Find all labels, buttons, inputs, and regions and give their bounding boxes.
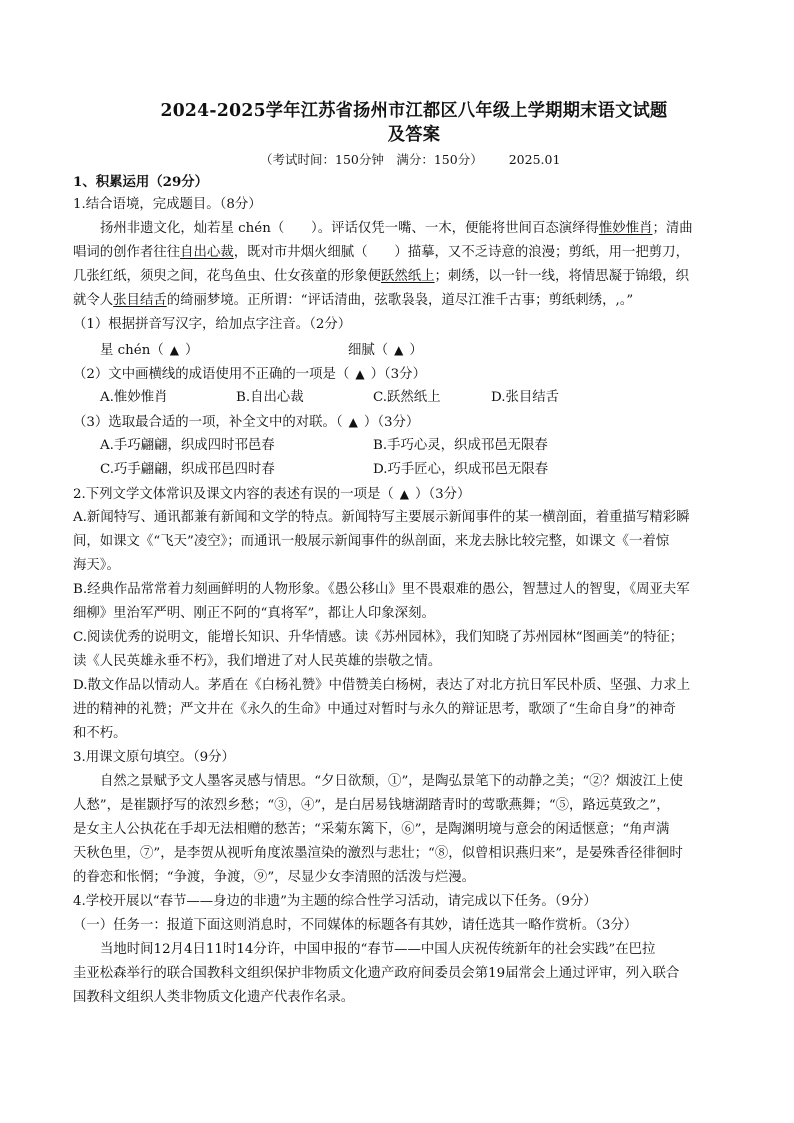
option: A.手巧翩翩，织成四时邗邑春 xyxy=(100,438,275,453)
q3-text-line: 天秋色里，⑦”，是李贺从视听角度浓墨渲染的激烈与悲壮；“⑧，似曾相识燕归来”，是晏殊香径徘徊时 xyxy=(73,846,683,861)
underlined-idiom: 自出心裁 xyxy=(180,245,234,260)
q1-paragraph-line: 扬州非遗文化，灿若星 chén（ ）。评话仅凭一嘴、一木，便能将世间百态演绎得惟妙惟肖；清曲 xyxy=(100,221,693,236)
q2-option-b: 细柳》里治军严明、刚正不阿的“真将军”，都让人印象深刻。 xyxy=(73,606,435,621)
q1-paragraph-line: 就令人张目结舌的绮丽梦境。正所谓：“评话清曲，弦歌袅袅，道尽江淮千古事；剪纸刺绣，,。” xyxy=(73,293,634,308)
option: A.惟妙惟肖 xyxy=(100,390,168,405)
option: D.巧手匠心，织成邗邑无限春 xyxy=(373,462,549,477)
q2-option-b: B.经典作品常常着力刻画鲜明的人物形象。《愚公移山》里不畏艰难的愚公，智慧过人的智叟，《周亚夫军 xyxy=(73,582,690,597)
question-3-heading: 3.用课文原句填空。（9分） xyxy=(73,750,235,765)
q2-option-a: A.新闻特写、通讯都兼有新闻和文学的特点。新闻特写主要展示新闻事件的某一横剖面，着重描写精彩瞬 xyxy=(73,510,690,525)
q4-task-1: （一）任务一：报道下面这则消息时，不同媒体的标题各有其妙，请任选其一略作赏析。（3分） xyxy=(73,918,638,933)
option: C.跃然纸上 xyxy=(373,390,441,405)
q1-sub-question-1: （1）根据拼音写汉字，给加点字注音。（2分） xyxy=(73,317,352,332)
q2-option-a: 间，如课文《“飞天”凌空》；而通讯一般展示新闻事件的纵剖面，来龙去脉比较完整，如课文《一着惊 xyxy=(73,534,670,549)
q3-text-line: 人愁”，是崔颢抒写的浓烈乡愁；“③，④”，是白居易钱塘湖踏青时的莺歌燕舞；“⑤，路远莫致之”， xyxy=(73,798,670,813)
underlined-idiom: 张目结舌 xyxy=(113,293,167,308)
q1-paragraph-line: 几张红纸，须臾之间，花鸟鱼虫、仕女孩童的形象便跃然纸上；刺绣，以一针一线，将情思凝于锦缎，织 xyxy=(73,269,689,284)
q1-sub-question-3: （3）选取最合适的一项，补全文中的对联。（ ▲ ）（3分） xyxy=(73,415,420,430)
q1-sub-question-2: （2）文中画横线的成语使用不正确的一项是（ ▲ ）（3分） xyxy=(73,367,426,382)
option: D.张目结舌 xyxy=(491,390,560,405)
answer-blank: 星 chén（ ▲ ） xyxy=(100,343,199,358)
exam-date: 2025.01 xyxy=(508,152,561,167)
news-text-line: 当地时间12月4日11时14分许，中国申报的“春节——中国人庆祝传统新年的社会实践”在巴拉 xyxy=(100,942,656,957)
option: C.巧手翩翩，织成邗邑四时春 xyxy=(100,462,275,477)
exam-info xyxy=(260,150,680,168)
q3-text-line: 自然之景赋予文人墨客灵感与情思。“夕日欲颓，①”，是陶弘景笔下的动静之美；“②？烟波江上使 xyxy=(100,774,683,789)
option: B.自出心裁 xyxy=(236,390,304,405)
q3-text-line: 的眷恋和怅惘；“争渡，争渡，⑨”，尽显少女李清照的活泼与烂漫。 xyxy=(73,870,476,885)
question-2-heading: 2.下列文学文体常识及课文内容的表述有误的一项是（ ▲ ）（3分） xyxy=(73,487,471,502)
question-1-heading: 1.结合语境，完成题目。（8分） xyxy=(73,197,262,212)
section-heading: 1、积累运用（29分） xyxy=(73,174,209,190)
question-4-heading: 4.学校开展以“春节——身边的非遗”为主题的综合性学习活动，请完成以下任务。（9分） xyxy=(73,894,597,909)
news-text-line: 国教科文组织人类非物质文化遗产代表作名录。 xyxy=(73,990,355,1005)
q3-text-line: 是女主人公执花在手却无法相赠的愁苦；“采菊东篱下，⑥”，是陶渊明境与意会的闲适惬意；“角声满 xyxy=(73,822,670,837)
page-title-continued: 及答案 xyxy=(387,125,441,145)
q2-option-d: D.散文作品以情动人。茅盾在《白杨礼赞》中借赞美白杨树，表达了对北方抗日军民朴质、坚强、力求上 xyxy=(73,678,691,693)
news-text-line: 圭亚松森举行的联合国教科文组织保护非物质文化遗产政府间委员会第19届常会上通过评审，列入联合 xyxy=(73,966,680,981)
underlined-idiom: 跃然纸上 xyxy=(380,269,435,284)
q2-option-a: 海天》。 xyxy=(73,558,120,573)
q2-option-d: 进的精神的礼赞；严文井在《永久的生命》中通过对暂时与永久的辩证思考，歌颂了“生命自身”的神奇 xyxy=(73,702,676,717)
option: B.手巧心灵，织成邗邑无限春 xyxy=(373,438,548,453)
q2-option-c: 读《人民英雄永垂不朽》，我们增进了对人民英雄的崇敬之情。 xyxy=(73,654,442,669)
q1-paragraph-line: 唱词的创作者往往自出心裁，既对市井烟火细腻（ ）描摹，又不乏诗意的浪漫；剪纸，用一把剪刀， xyxy=(73,245,689,260)
page-title: 2024-2025学年江苏省扬州市江都区八年级上学期期末语文试题 xyxy=(160,101,668,121)
underlined-idiom: 惟妙惟肖 xyxy=(598,221,653,236)
answer-blank: 细腻（ ▲ ） xyxy=(348,343,423,358)
q2-option-d: 和不朽。 xyxy=(73,726,127,741)
q2-option-c: C.阅读优秀的说明文，能增长知识、升华情感。读《苏州园林》，我们知晓了苏州园林“图画美”的特征； xyxy=(73,630,684,645)
exam-time-score: （考试时间：150分钟 满分：150分） xyxy=(260,152,483,167)
